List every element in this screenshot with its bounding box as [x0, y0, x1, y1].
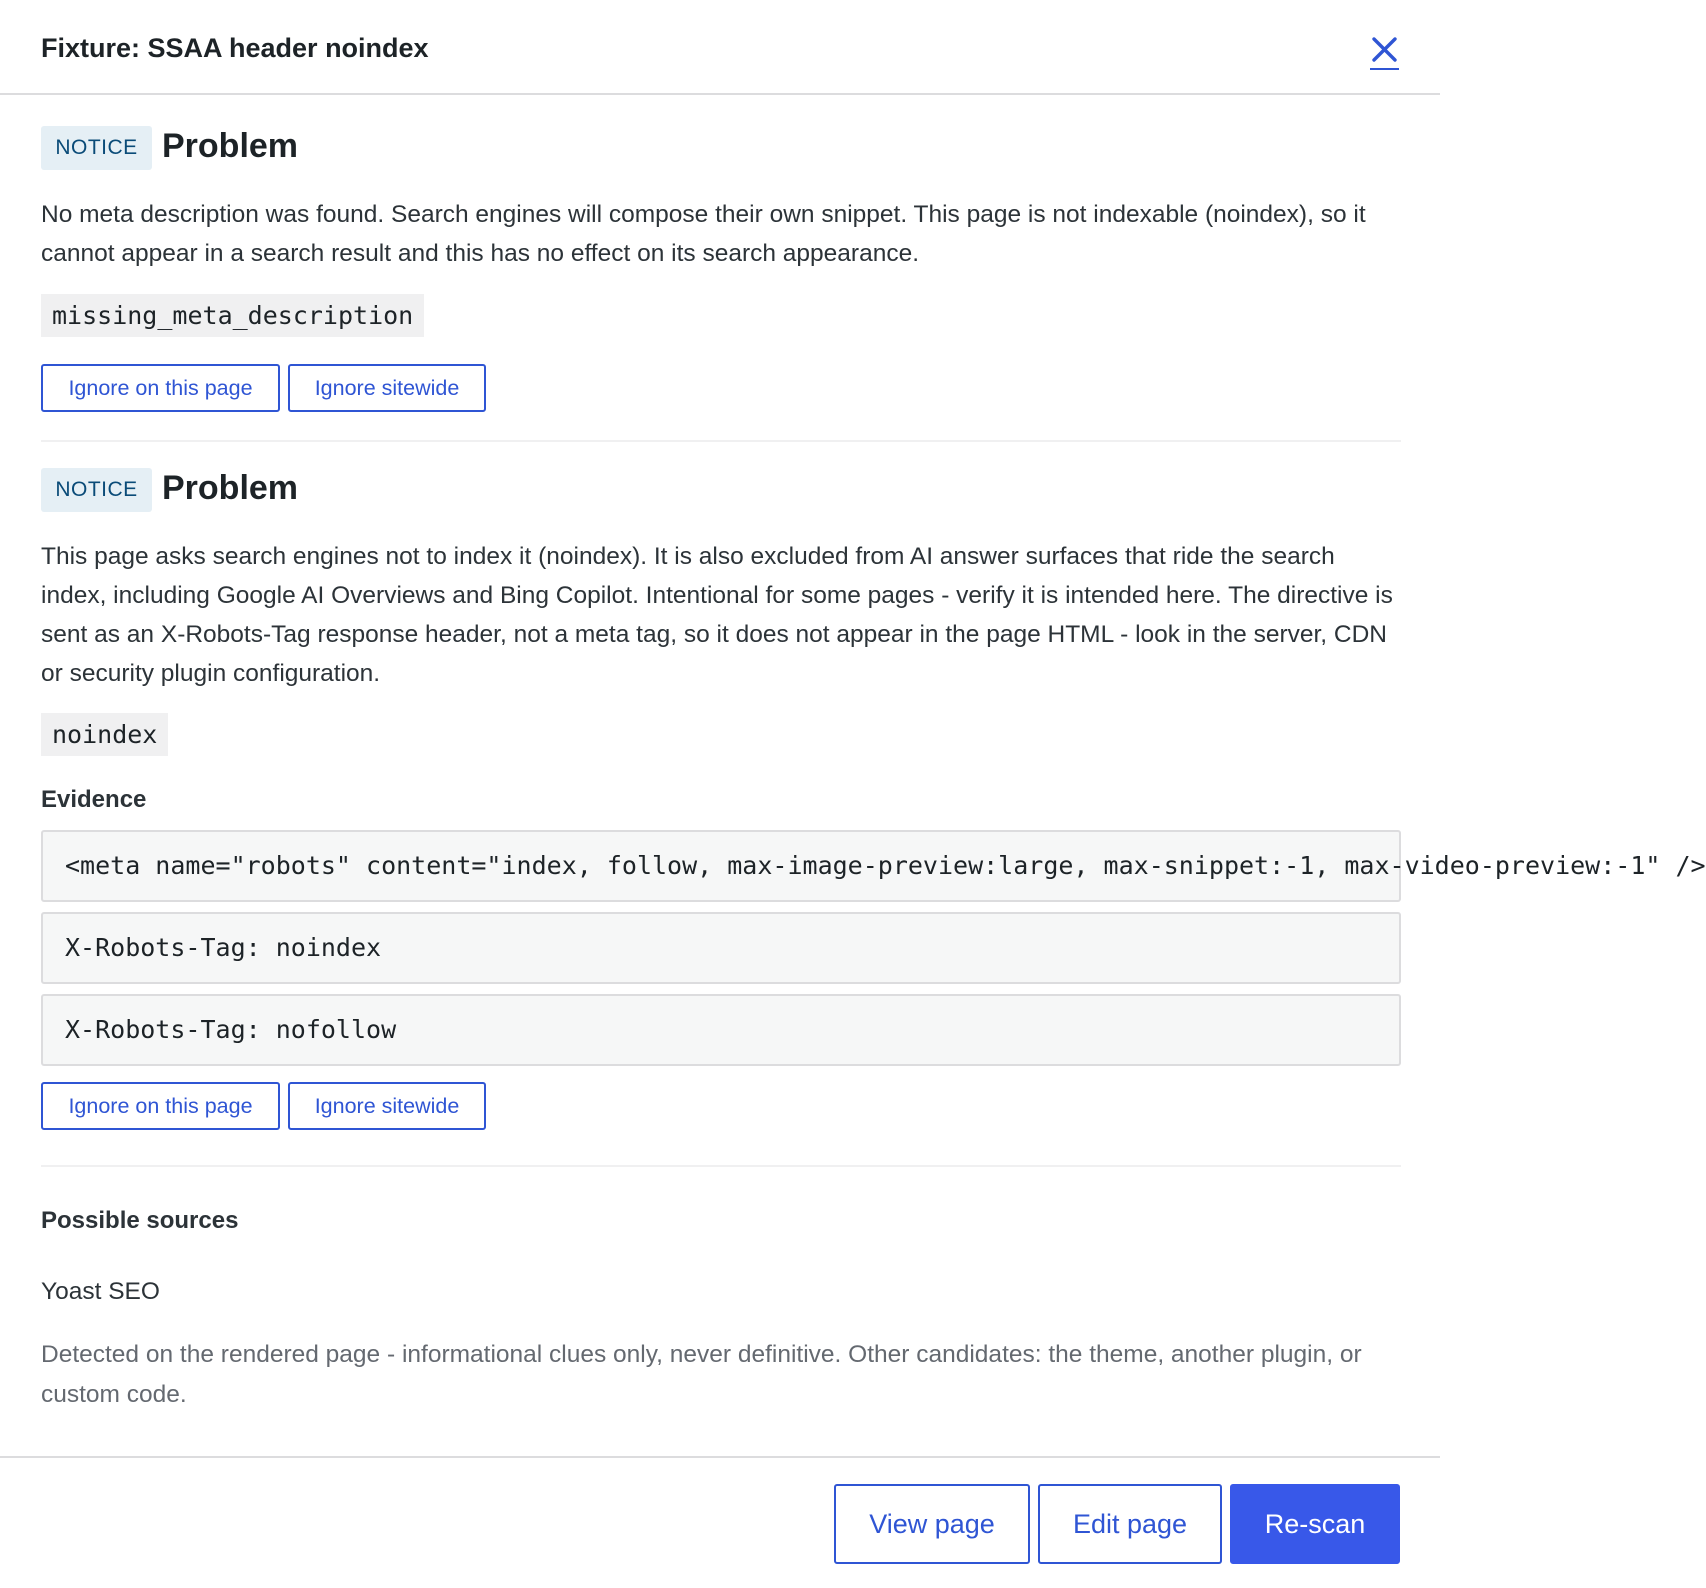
- evidence-text: X-Robots-Tag: nofollow: [65, 1015, 397, 1044]
- edit-page-button[interactable]: Edit page: [1038, 1484, 1222, 1564]
- source-name: Yoast SEO: [41, 1278, 160, 1305]
- ignore-sitewide-button[interactable]: Ignore sitewide: [288, 364, 486, 412]
- issue-description: No meta description was found. Search engines will compose their own snippet. This page is not indexable (noindex), so it cannot appear in a search result and this has no effect on its search appearance.: [41, 201, 1366, 267]
- problem-title: Problem: [162, 127, 299, 165]
- issue-description: This page asks search engines not to index it (noindex). It is also excluded from AI answer surfaces that ride the search index, including Google AI Overviews and Bing Copilot. Intentional for some pages - verify it is intended here. The directive is sent as an X-Robots-Tag response header, not a meta tag, so it does not appear in the page HTML - look in the server, CDN or security plugin configuration.: [41, 543, 1393, 687]
- evidence-heading: Evidence: [41, 786, 147, 813]
- divider: [41, 1165, 1401, 1167]
- issue-code: missing_meta_description: [41, 294, 424, 337]
- sources-note: Detected on the rendered page - informational clues only, never definitive. Other candidates: the theme, another plugin, or custom code.: [41, 1341, 1362, 1408]
- evidence-item: [41, 912, 1401, 984]
- evidence-item: [41, 830, 1706, 902]
- divider: [41, 440, 1401, 442]
- modal-header: [0, 0, 1440, 95]
- close-button[interactable]: [1370, 34, 1400, 74]
- modal-footer: [0, 1456, 1440, 1588]
- rescan-button[interactable]: Re-scan: [1230, 1484, 1400, 1564]
- ignore-on-page-button[interactable]: Ignore on this page: [41, 364, 280, 412]
- ignore-sitewide-button[interactable]: Ignore sitewide: [288, 1082, 486, 1130]
- notice-badge: NOTICE: [41, 468, 152, 512]
- modal-title: Fixture: SSAA header noindex: [41, 33, 429, 63]
- problem-title: Problem: [162, 469, 299, 507]
- view-page-button[interactable]: View page: [834, 1484, 1030, 1564]
- evidence-text: X-Robots-Tag: noindex: [65, 933, 382, 962]
- notice-badge: NOTICE: [41, 126, 152, 170]
- evidence-item: [41, 994, 1401, 1066]
- evidence-text: <meta name="robots" content="index, follow, max-image-preview:large, max-snippet:-1, max-video-preview:-1" />: [65, 851, 1706, 880]
- sources-heading: Possible sources: [41, 1207, 239, 1234]
- ignore-on-page-button[interactable]: Ignore on this page: [41, 1082, 280, 1130]
- issue-code: noindex: [41, 713, 168, 756]
- close-icon: [1370, 34, 1400, 74]
